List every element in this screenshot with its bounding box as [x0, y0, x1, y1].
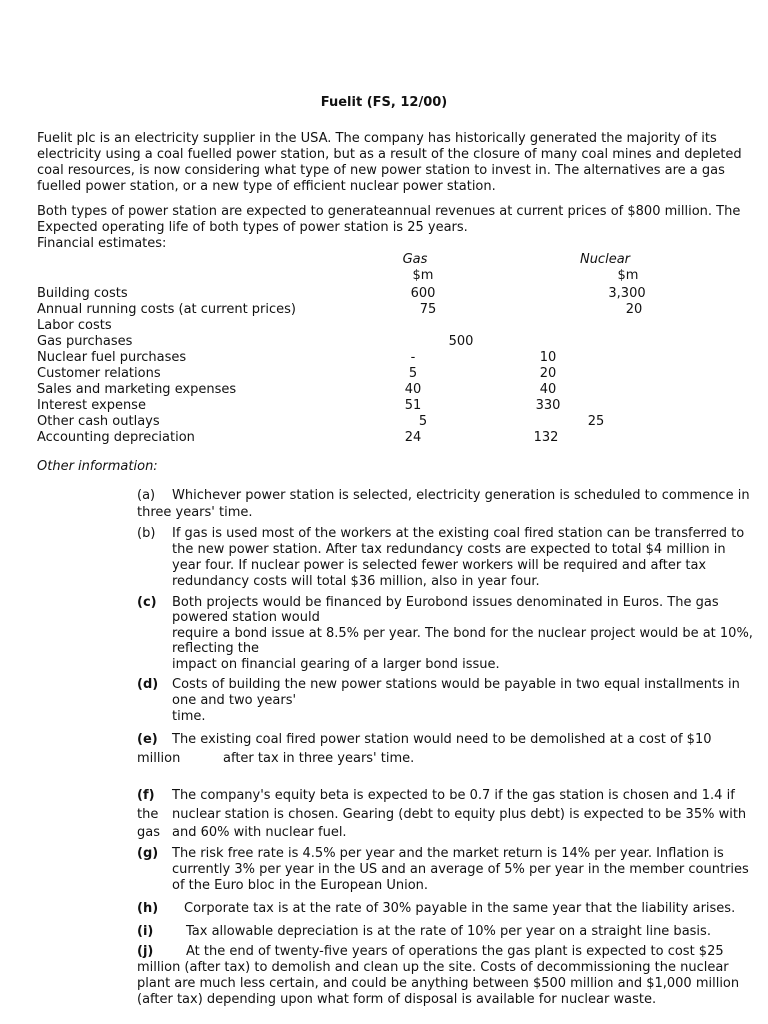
revenue-line: Expected operating life of both types of power station is 25 years. [37, 220, 468, 235]
item-marker-e: (e) [137, 732, 158, 747]
item-g-line: The risk free rate is 4.5% per year and the market return is 14% per year. Inflation is [172, 846, 724, 861]
item-e-line: The existing coal fired power station would need to be demolished at a cost of $10 [172, 732, 712, 747]
row-label: Customer relations [37, 366, 161, 381]
item-d-line: one and two years' [172, 693, 297, 708]
item-h-line: Corporate tax is at the rate of 30% payable in the same year that the liability arises. [184, 901, 736, 916]
item-marker-h: (h) [137, 901, 159, 916]
nuclear-value: 330 [535, 398, 561, 413]
item-c-line: require a bond issue at 8.5% per year. The bond for the nuclear project would be at 10%, [172, 626, 753, 641]
item-g-line: currently 3% per year in the US and an average of 5% per year in the member countries [172, 862, 749, 877]
item-c-line: impact on financial gearing of a larger bond issue. [172, 657, 500, 672]
gas-unit: $m [412, 268, 434, 283]
nuclear-value: 20 [625, 302, 643, 317]
row-label: Building costs [37, 286, 128, 301]
row-label: Labor costs [37, 318, 112, 333]
item-e-cont-left: million [137, 751, 181, 766]
nuclear-column-header: Nuclear [579, 252, 631, 267]
row-label: Interest expense [37, 398, 146, 413]
gas-value: 24 [404, 430, 422, 445]
intro-line: fuelled power station, or a new type of efficient nuclear power station. [37, 179, 496, 194]
financial-estimates-heading: Financial estimates: [37, 236, 167, 251]
gas-value: 5 [418, 414, 428, 429]
intro-line: electricity using a coal fuelled power station, but as a result of the closure of many coal mines and depleted [37, 147, 742, 162]
item-j-line: At the end of twenty-five years of operations the gas plant is expected to cost $25 [186, 944, 724, 959]
item-b-line: redundancy costs will total $36 million, also in year four. [172, 574, 540, 589]
nuclear-value: 3,300 [608, 286, 646, 301]
revenue-line: Both types of power station are expected to generateannual revenues at current prices of $800 million. The [37, 204, 741, 219]
gas-value: 500 [448, 334, 474, 349]
row-label: Other cash outlays [37, 414, 160, 429]
item-marker-d: (d) [137, 677, 159, 692]
gas-value: 75 [419, 302, 437, 317]
item-e-cont-right: after tax in three years' time. [223, 751, 415, 766]
row-label: Annual running costs (at current prices) [37, 302, 296, 317]
row-label: Accounting depreciation [37, 430, 195, 445]
nuclear-value: 10 [539, 350, 557, 365]
nuclear-unit: $m [617, 268, 639, 283]
item-f-line: and 60% with nuclear fuel. [172, 825, 347, 840]
item-j-line: million (after tax) to demolish and clean up the site. Costs of decommissioning the nuclear [137, 960, 729, 975]
gas-value: 5 [408, 366, 418, 381]
item-marker-j: (j) [137, 944, 154, 959]
gas-value: 600 [410, 286, 436, 301]
intro-paragraph [37, 131, 742, 195]
item-c-line: reflecting the [172, 641, 260, 656]
item-f-side: the [137, 807, 159, 822]
item-c-line: Both projects would be financed by Eurobond issues denominated in Euros. The gas [172, 595, 719, 610]
gas-value: 40 [404, 382, 422, 397]
other-info-heading: Other information: [37, 459, 158, 474]
gas-value: - [410, 350, 416, 365]
item-b-line: If gas is used most of the workers at the existing coal fired station can be transferred to [172, 526, 745, 541]
item-marker-c: (c) [137, 595, 157, 610]
item-f-line: nuclear station is chosen. Gearing (debt to equity plus debt) is expected to be 35% with [172, 807, 747, 822]
item-marker-a: (a) [137, 488, 156, 503]
item-a-line: Whichever power station is selected, electricity generation is scheduled to commence in [172, 488, 750, 503]
document-title: Fuelit (FS, 12/00) [320, 95, 448, 110]
intro-line: Fuelit plc is an electricity supplier in the USA. The company has historically generated the majority of its [37, 131, 717, 146]
intro-line: coal resources, is now considering what type of new power station to invest in. The alternatives are a gas [37, 163, 725, 178]
gas-column-header: Gas [402, 252, 428, 267]
item-j-line: (after tax) depending upon what form of disposal is available for nuclear waste. [137, 992, 657, 1007]
item-f-line: The company's equity beta is expected to be 0.7 if the gas station is chosen and 1.4 if [172, 788, 735, 803]
item-d-line: Costs of building the new power stations would be payable in two equal installments in [172, 677, 740, 692]
item-d-line: time. [172, 709, 206, 724]
item-c-line: powered station would [172, 610, 320, 625]
item-i-line: Tax allowable depreciation is at the rate of 10% per year on a straight line basis. [186, 924, 711, 939]
nuclear-value: 40 [539, 382, 557, 397]
revenue-paragraph [37, 204, 741, 252]
item-j-line: plant are much less certain, and could be anything between $500 million and $1,000 million [137, 976, 740, 991]
item-b-line: year four. If nuclear power is selected fewer workers will be required and after tax [172, 558, 707, 573]
row-label: Gas purchases [37, 334, 133, 349]
nuclear-value: 132 [533, 430, 559, 445]
item-marker-f: (f) [137, 788, 155, 803]
item-marker-b: (b) [137, 526, 156, 541]
row-label: Nuclear fuel purchases [37, 350, 187, 365]
nuclear-value: 25 [587, 414, 605, 429]
item-g-line: of the Euro bloc in the European Union. [172, 878, 429, 893]
nuclear-value: 20 [539, 366, 557, 381]
row-label: Sales and marketing expenses [37, 382, 237, 397]
item-b-line: the new power station. After tax redundancy costs are expected to total $4 million in [172, 542, 726, 557]
gas-value: 51 [404, 398, 422, 413]
item-marker-g: (g) [137, 846, 159, 861]
item-a-line: three years' time. [137, 505, 253, 520]
item-f-side: gas [137, 825, 160, 840]
item-marker-i: (i) [137, 924, 154, 939]
